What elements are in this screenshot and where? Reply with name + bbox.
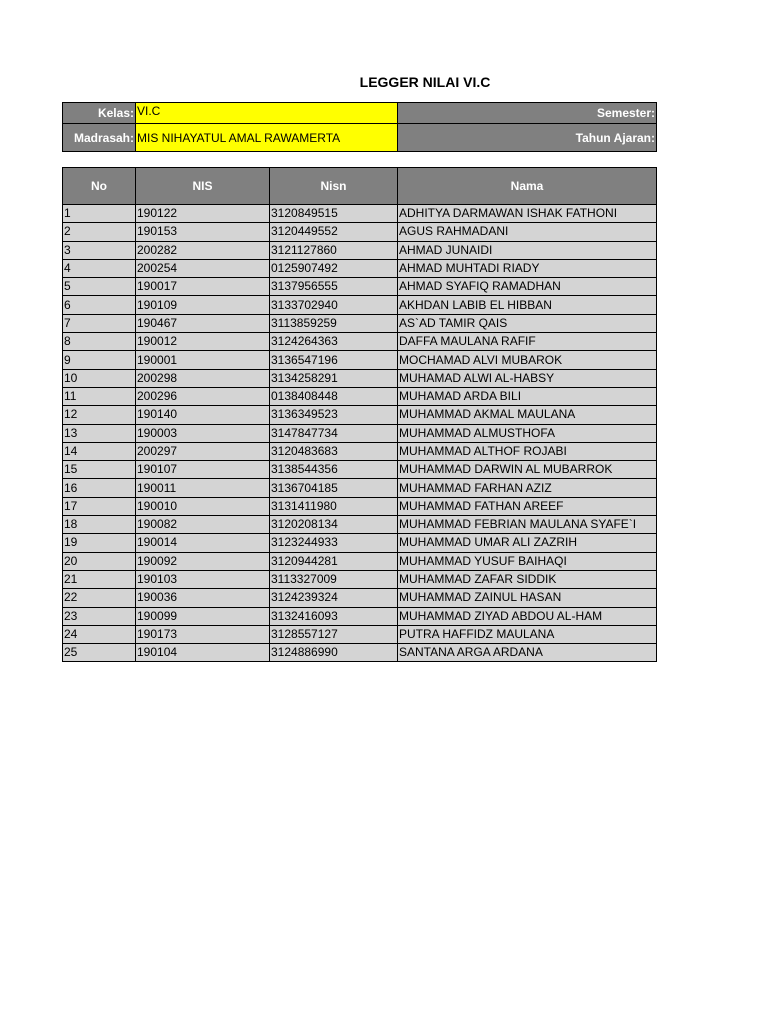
cell-nisn[interactable]: 3113859259 bbox=[270, 314, 398, 332]
cell-nisn[interactable]: 3120449552 bbox=[270, 223, 398, 241]
cell-nis[interactable]: 190082 bbox=[136, 516, 270, 534]
cell-nisn[interactable]: 3137956555 bbox=[270, 278, 398, 296]
cell-no[interactable]: 1 bbox=[63, 205, 136, 223]
cell-nis[interactable]: 190014 bbox=[136, 534, 270, 552]
table-row bbox=[63, 259, 657, 277]
table-row bbox=[63, 296, 657, 314]
table-row bbox=[63, 516, 657, 534]
cell-nisn[interactable]: 3124239324 bbox=[270, 589, 398, 607]
info-table bbox=[62, 102, 657, 152]
cell-nis[interactable]: 190140 bbox=[136, 406, 270, 424]
table-row bbox=[63, 424, 657, 442]
cell-nis[interactable]: 200254 bbox=[136, 259, 270, 277]
cell-no[interactable]: 4 bbox=[63, 259, 136, 277]
cell-nama[interactable]: MUHAMMAD FARHAN AZIZ bbox=[398, 479, 657, 497]
cell-nis[interactable]: 190092 bbox=[136, 552, 270, 570]
table-row bbox=[63, 241, 657, 259]
madrasah-label: Madrasah: bbox=[63, 124, 136, 152]
cell-no[interactable]: 14 bbox=[63, 442, 136, 460]
cell-nisn[interactable]: 3124886990 bbox=[270, 644, 398, 662]
cell-nis[interactable]: 190107 bbox=[136, 461, 270, 479]
tahun-ajaran-label: Tahun Ajaran: bbox=[398, 124, 657, 152]
table-row bbox=[63, 497, 657, 515]
cell-nama[interactable]: MUHAMMAD AKMAL MAULANA bbox=[398, 406, 657, 424]
cell-nisn[interactable]: 3147847734 bbox=[270, 424, 398, 442]
cell-nisn[interactable]: 3124264363 bbox=[270, 333, 398, 351]
cell-no[interactable]: 8 bbox=[63, 333, 136, 351]
table-row bbox=[63, 625, 657, 643]
cell-nisn[interactable]: 0125907492 bbox=[270, 259, 398, 277]
cell-no[interactable]: 18 bbox=[63, 516, 136, 534]
cell-no[interactable]: 2 bbox=[63, 223, 136, 241]
cell-nama[interactable]: AHMAD SYAFIQ RAMADHAN bbox=[398, 278, 657, 296]
cell-no[interactable]: 21 bbox=[63, 570, 136, 588]
cell-no[interactable]: 10 bbox=[63, 369, 136, 387]
cell-nama[interactable]: PUTRA HAFFIDZ MAULANA bbox=[398, 625, 657, 643]
cell-no[interactable]: 22 bbox=[63, 589, 136, 607]
cell-nisn[interactable]: 3120483683 bbox=[270, 442, 398, 460]
cell-nisn[interactable]: 3136547196 bbox=[270, 351, 398, 369]
cell-no[interactable]: 13 bbox=[63, 424, 136, 442]
cell-nama[interactable]: AHMAD JUNAIDI bbox=[398, 241, 657, 259]
cell-nama[interactable]: AS`AD TAMIR QAIS bbox=[398, 314, 657, 332]
cell-no[interactable]: 16 bbox=[63, 479, 136, 497]
cell-nisn[interactable]: 3123244933 bbox=[270, 534, 398, 552]
student-table-body bbox=[63, 205, 657, 662]
madrasah-value[interactable]: MIS NIHAYATUL AMAL RAWAMERTA bbox=[136, 124, 398, 152]
cell-nis[interactable]: 190103 bbox=[136, 570, 270, 588]
cell-no[interactable]: 15 bbox=[63, 461, 136, 479]
header-nisn[interactable]: Nisn bbox=[270, 168, 398, 205]
cell-no[interactable]: 20 bbox=[63, 552, 136, 570]
cell-nama[interactable]: AKHDAN LABIB EL HIBBAN bbox=[398, 296, 657, 314]
table-row bbox=[63, 333, 657, 351]
cell-nama[interactable]: MUHAMMAD YUSUF BAIHAQI bbox=[398, 552, 657, 570]
cell-nis[interactable]: 190153 bbox=[136, 223, 270, 241]
cell-no[interactable]: 23 bbox=[63, 607, 136, 625]
cell-nama[interactable]: AHMAD MUHTADI RIADY bbox=[398, 259, 657, 277]
kelas-label: Kelas: bbox=[63, 103, 136, 124]
cell-nis[interactable]: 190003 bbox=[136, 424, 270, 442]
cell-no[interactable]: 11 bbox=[63, 387, 136, 405]
cell-nis[interactable]: 190036 bbox=[136, 589, 270, 607]
info-row-madrasah bbox=[63, 124, 657, 152]
table-row bbox=[63, 552, 657, 570]
table-row bbox=[63, 406, 657, 424]
cell-nisn[interactable]: 3136704185 bbox=[270, 479, 398, 497]
cell-nisn[interactable]: 3128557127 bbox=[270, 625, 398, 643]
cell-no[interactable]: 24 bbox=[63, 625, 136, 643]
cell-nis[interactable]: 200282 bbox=[136, 241, 270, 259]
cell-nama[interactable]: MUHAMMAD ALTHOF ROJABI bbox=[398, 442, 657, 460]
cell-no[interactable]: 9 bbox=[63, 351, 136, 369]
cell-no[interactable]: 7 bbox=[63, 314, 136, 332]
cell-nisn[interactable]: 3120208134 bbox=[270, 516, 398, 534]
cell-nisn[interactable]: 3120849515 bbox=[270, 205, 398, 223]
cell-nama[interactable]: SANTANA ARGA ARDANA bbox=[398, 644, 657, 662]
cell-no[interactable]: 19 bbox=[63, 534, 136, 552]
cell-no[interactable]: 6 bbox=[63, 296, 136, 314]
table-row bbox=[63, 278, 657, 296]
cell-nis[interactable]: 200297 bbox=[136, 442, 270, 460]
cell-no[interactable]: 25 bbox=[63, 644, 136, 662]
student-table bbox=[62, 167, 657, 662]
table-row bbox=[63, 387, 657, 405]
cell-nama[interactable]: AGUS RAHMADANI bbox=[398, 223, 657, 241]
cell-nisn[interactable]: 3136349523 bbox=[270, 406, 398, 424]
cell-no[interactable]: 17 bbox=[63, 497, 136, 515]
cell-nisn[interactable]: 3133702940 bbox=[270, 296, 398, 314]
cell-nama[interactable]: MUHAMAD ARDA BILI bbox=[398, 387, 657, 405]
cell-no[interactable]: 5 bbox=[63, 278, 136, 296]
cell-nis[interactable]: 190099 bbox=[136, 607, 270, 625]
cell-nisn[interactable]: 3120944281 bbox=[270, 552, 398, 570]
table-row bbox=[63, 534, 657, 552]
cell-nama[interactable]: MUHAMMAD ALMUSTHOFA bbox=[398, 424, 657, 442]
semester-label: Semester: bbox=[398, 103, 657, 124]
cell-no[interactable]: 12 bbox=[63, 406, 136, 424]
cell-nisn[interactable]: 3132416093 bbox=[270, 607, 398, 625]
header-nama[interactable]: Nama bbox=[398, 168, 657, 205]
cell-nama[interactable]: ADHITYA DARMAWAN ISHAK FATHONI bbox=[398, 205, 657, 223]
cell-nis[interactable]: 190017 bbox=[136, 278, 270, 296]
cell-nama[interactable]: MUHAMMAD ZIYAD ABDOU AL-HAM bbox=[398, 607, 657, 625]
info-row-kelas bbox=[63, 103, 657, 124]
cell-nama[interactable]: MUHAMMAD UMAR ALI ZAZRIH bbox=[398, 534, 657, 552]
cell-nisn[interactable]: 3138544356 bbox=[270, 461, 398, 479]
table-row bbox=[63, 461, 657, 479]
cell-nis[interactable]: 190001 bbox=[136, 351, 270, 369]
cell-nama[interactable]: MUHAMAD ALWI AL-HABSY bbox=[398, 369, 657, 387]
table-row bbox=[63, 314, 657, 332]
cell-nis[interactable]: 200296 bbox=[136, 387, 270, 405]
table-row bbox=[63, 570, 657, 588]
cell-nisn[interactable]: 3113327009 bbox=[270, 570, 398, 588]
cell-nama[interactable]: MOCHAMAD ALVI MUBAROK bbox=[398, 351, 657, 369]
cell-nisn[interactable]: 3131411980 bbox=[270, 497, 398, 515]
table-row bbox=[63, 442, 657, 460]
table-row bbox=[63, 205, 657, 223]
table-row bbox=[63, 351, 657, 369]
cell-nis[interactable]: 190104 bbox=[136, 644, 270, 662]
cell-nisn[interactable]: 3121127860 bbox=[270, 241, 398, 259]
cell-nis[interactable]: 190011 bbox=[136, 479, 270, 497]
header-row bbox=[63, 168, 657, 205]
cell-nama[interactable]: MUHAMMAD ZAINUL HASAN bbox=[398, 589, 657, 607]
cell-nis[interactable]: 200298 bbox=[136, 369, 270, 387]
kelas-value[interactable]: VI.C bbox=[136, 103, 398, 124]
cell-nis[interactable]: 190122 bbox=[136, 205, 270, 223]
table-row bbox=[63, 644, 657, 662]
cell-nisn[interactable]: 3134258291 bbox=[270, 369, 398, 387]
cell-nis[interactable]: 190109 bbox=[136, 296, 270, 314]
header-nis[interactable]: NIS bbox=[136, 168, 270, 205]
cell-nis[interactable]: 190467 bbox=[136, 314, 270, 332]
table-row bbox=[63, 479, 657, 497]
header-no[interactable]: No bbox=[63, 168, 136, 205]
cell-nis[interactable]: 190173 bbox=[136, 625, 270, 643]
cell-nisn[interactable]: 0138408448 bbox=[270, 387, 398, 405]
cell-nis[interactable]: 190012 bbox=[136, 333, 270, 351]
cell-nis[interactable]: 190010 bbox=[136, 497, 270, 515]
page-title: LEGGER NILAI VI.C bbox=[359, 74, 491, 90]
table-row bbox=[63, 589, 657, 607]
cell-nama[interactable]: MUHAMMAD ZAFAR SIDDIK bbox=[398, 570, 657, 588]
cell-no[interactable]: 3 bbox=[63, 241, 136, 259]
table-row bbox=[63, 223, 657, 241]
table-row bbox=[63, 369, 657, 387]
cell-nama[interactable]: MUHAMMAD DARWIN AL MUBARROK bbox=[398, 461, 657, 479]
table-row bbox=[63, 607, 657, 625]
cell-nama[interactable]: MUHAMMAD FATHAN AREEF bbox=[398, 497, 657, 515]
cell-nama[interactable]: DAFFA MAULANA RAFIF bbox=[398, 333, 657, 351]
cell-nama[interactable]: MUHAMMAD FEBRIAN MAULANA SYAFE`I bbox=[398, 516, 657, 534]
